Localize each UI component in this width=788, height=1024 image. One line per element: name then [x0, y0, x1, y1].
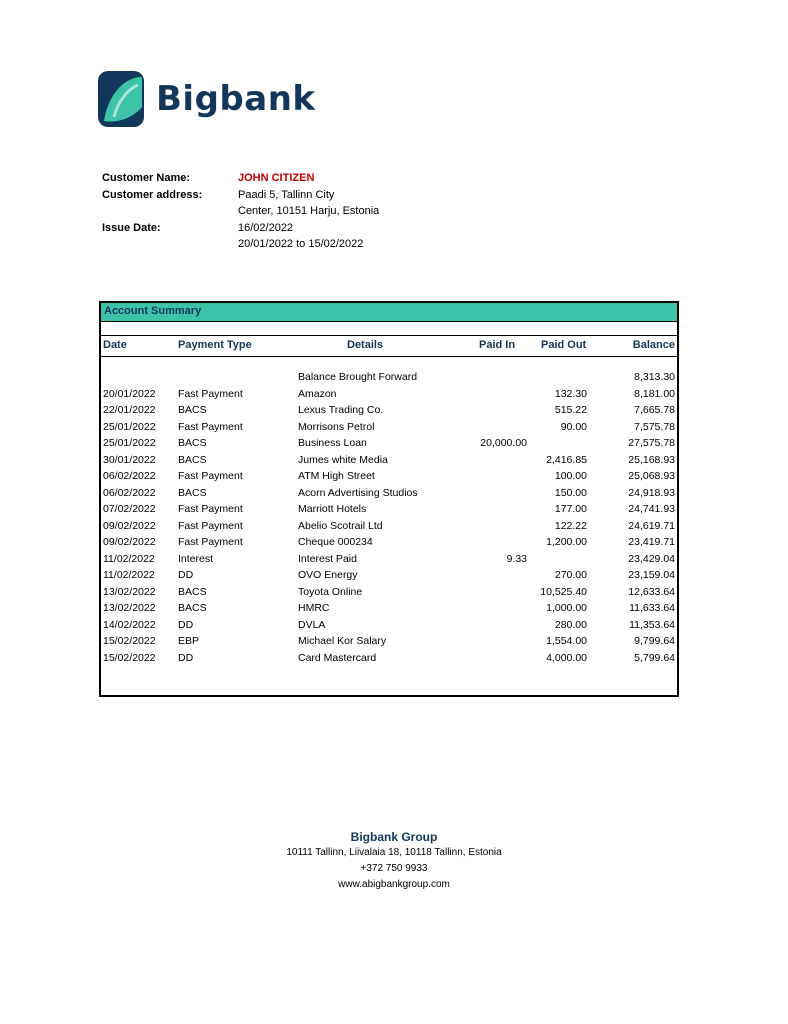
header-paid-in: Paid In [479, 339, 516, 351]
cell-balance: 23,429.04 [628, 552, 675, 565]
cell-payment-type: Fast Payment [178, 470, 243, 482]
cell-details: Jumes white Media [298, 453, 388, 466]
cell-details: ATM High Street [298, 470, 375, 482]
cell-date: 09/02/2022 [103, 519, 156, 532]
cell-paid-out: 2,416.85 [546, 453, 587, 466]
cell-balance: 23,419.71 [628, 536, 675, 548]
cell-date: 06/02/2022 [103, 470, 156, 482]
cell-balance: 11,633.64 [629, 602, 675, 614]
cell-paid-out: 122.22 [554, 519, 587, 532]
customer-name-label: Customer Name: [102, 172, 191, 184]
cell-paid-out: 4,000.00 [546, 651, 587, 664]
cell-payment-type: BACS [178, 585, 207, 598]
cell-paid-out: 177.00 [554, 503, 587, 515]
cell-details: DVLA [298, 618, 326, 631]
logo [98, 70, 316, 128]
cell-details: Lexus Trading Co. [298, 404, 384, 416]
cell-payment-type: DD [178, 618, 194, 631]
cell-date: 25/01/2022 [103, 420, 156, 433]
cell-details: Toyota Online [298, 585, 363, 598]
customer-name-row [102, 170, 379, 187]
cell-paid-in: 20,000.00 [480, 437, 527, 449]
cell-balance: 12,633.64 [628, 585, 675, 598]
cell-paid-out: 1,554.00 [546, 635, 587, 647]
issue-date-row [102, 220, 379, 237]
header-balance: Balance [632, 339, 675, 351]
table-row [101, 435, 677, 452]
header-details: Details [347, 339, 384, 351]
cell-details: HMRC [298, 602, 330, 614]
cell-payment-type: EBP [178, 635, 200, 647]
customer-address-line1: Paadi 5, Tallinn City [238, 188, 335, 201]
table-row [101, 551, 677, 568]
table-row [101, 402, 677, 419]
cell-balance: 25,068.93 [628, 470, 675, 482]
cell-details: Interest Paid [298, 552, 357, 565]
cell-date: 13/02/2022 [103, 585, 156, 598]
cell-date: 20/01/2022 [103, 387, 156, 400]
footer [0, 829, 788, 893]
customer-address-row [102, 187, 379, 204]
cell-balance: 25,168.93 [628, 453, 675, 466]
cell-payment-type: DD [178, 651, 194, 664]
table-row [101, 584, 677, 601]
cell-date: 13/02/2022 [103, 602, 156, 614]
cell-paid-out: 1,200.00 [546, 536, 587, 548]
cell-date: 15/02/2022 [103, 651, 156, 664]
table-row [101, 534, 677, 551]
customer-info [102, 170, 379, 253]
cell-balance: 8,181.00 [634, 387, 675, 400]
logo-mark-icon [98, 71, 144, 127]
cell-balance: 23,159.04 [628, 569, 675, 581]
cell-payment-type: BACS [178, 404, 207, 416]
footer-address: 10111 Tallinn, Liivalaia 18, 10118 Tallinn, Estonia [286, 847, 502, 858]
cell-balance: 9,799.64 [634, 635, 675, 647]
account-summary-band [101, 303, 677, 322]
table-row [101, 369, 677, 386]
cell-payment-type: DD [178, 569, 194, 581]
table-row [101, 518, 677, 535]
cell-date: 15/02/2022 [103, 635, 156, 647]
cell-balance: 5,799.64 [634, 651, 675, 664]
cell-date: 11/02/2022 [103, 552, 155, 565]
cell-payment-type: Fast Payment [178, 503, 243, 515]
customer-address-row-2 [102, 203, 379, 220]
footer-phone: +372 750 9933 [360, 863, 428, 874]
cell-details: Abelio Scotrail Ltd [298, 519, 383, 532]
cell-details: OVO Energy [298, 569, 358, 581]
customer-address-label: Customer address: [102, 188, 203, 201]
cell-payment-type: Fast Payment [178, 387, 243, 400]
cell-payment-type: Fast Payment [178, 519, 243, 532]
cell-date: 22/01/2022 [103, 404, 156, 416]
table-row [101, 600, 677, 617]
cell-paid-out: 90.00 [560, 420, 587, 433]
info-spacer [102, 236, 238, 253]
footer-website[interactable]: www.abigbankgroup.com [338, 879, 450, 890]
table-header [101, 335, 677, 357]
table-row [101, 633, 677, 650]
cell-date: 14/02/2022 [103, 618, 156, 631]
cell-date: 07/02/2022 [103, 503, 156, 515]
account-summary-title: Account Summary [104, 305, 202, 317]
table-body [101, 369, 677, 666]
cell-paid-out: 280.00 [554, 618, 587, 631]
cell-balance: 8,313.30 [634, 371, 675, 383]
cell-details: Michael Kor Salary [298, 635, 387, 647]
table-row [101, 419, 677, 436]
header-date: Date [103, 339, 127, 351]
customer-name: JOHN CITIZEN [238, 172, 315, 184]
cell-balance: 11,353.64 [629, 618, 675, 631]
header-paid-out: Paid Out [541, 339, 587, 351]
table-row [101, 452, 677, 469]
cell-payment-type: BACS [178, 453, 207, 466]
cell-paid-out: 515.22 [554, 404, 587, 416]
cell-payment-type: Interest [178, 552, 214, 565]
cell-paid-out: 100.00 [554, 470, 587, 482]
info-spacer [102, 203, 238, 220]
cell-date: 30/01/2022 [103, 453, 156, 466]
cell-paid-out: 10,525.40 [540, 585, 587, 598]
cell-details: Card Mastercard [298, 651, 377, 664]
cell-details: Marriott Hotels [298, 503, 367, 515]
cell-paid-in: 9.33 [506, 552, 527, 565]
cell-details: Business Loan [298, 437, 367, 449]
period-row [102, 236, 379, 253]
cell-payment-type: Fast Payment [178, 536, 243, 548]
cell-payment-type: Fast Payment [178, 420, 243, 433]
cell-date: 25/01/2022 [103, 437, 156, 449]
cell-paid-out: 270.00 [554, 569, 587, 581]
cell-balance: 24,918.93 [628, 486, 675, 499]
customer-address-line2: Center, 10151 Harju, Estonia [238, 205, 380, 217]
cell-details: Morrisons Petrol [298, 420, 375, 433]
table-row [101, 468, 677, 485]
cell-balance: 7,575.78 [634, 420, 675, 433]
cell-balance: 27,575.78 [628, 437, 675, 449]
brand-name: Bigbank [156, 79, 316, 119]
cell-details: Balance Brought Forward [298, 371, 418, 383]
cell-details: Acorn Advertising Studios [298, 486, 418, 499]
table-row [101, 617, 677, 634]
statement-period: 20/01/2022 to 15/02/2022 [238, 238, 364, 250]
account-summary-table [99, 301, 679, 697]
table-row [101, 501, 677, 518]
cell-balance: 24,741.93 [628, 503, 675, 515]
cell-date: 09/02/2022 [103, 536, 156, 548]
cell-payment-type: BACS [178, 602, 207, 614]
cell-paid-out: 150.00 [554, 486, 587, 499]
table-row [101, 386, 677, 403]
header-payment-type: Payment Type [178, 339, 252, 351]
table-row [101, 567, 677, 584]
cell-payment-type: BACS [178, 437, 207, 449]
cell-details: Amazon [298, 387, 337, 400]
cell-balance: 7,665.78 [634, 404, 675, 416]
cell-paid-out: 132.30 [554, 387, 587, 400]
cell-date: 06/02/2022 [103, 486, 156, 499]
footer-company: Bigbank Group [350, 830, 438, 844]
table-row [101, 650, 677, 667]
cell-payment-type: BACS [178, 486, 207, 499]
cell-balance: 24,619.71 [628, 519, 675, 532]
cell-paid-out: 1,000.00 [546, 602, 587, 614]
issue-date: 16/02/2022 [238, 221, 294, 234]
table-row [101, 485, 677, 502]
issue-date-label: Issue Date: [102, 221, 161, 234]
cell-details: Cheque 000234 [298, 536, 373, 548]
cell-date: 11/02/2022 [103, 569, 155, 581]
